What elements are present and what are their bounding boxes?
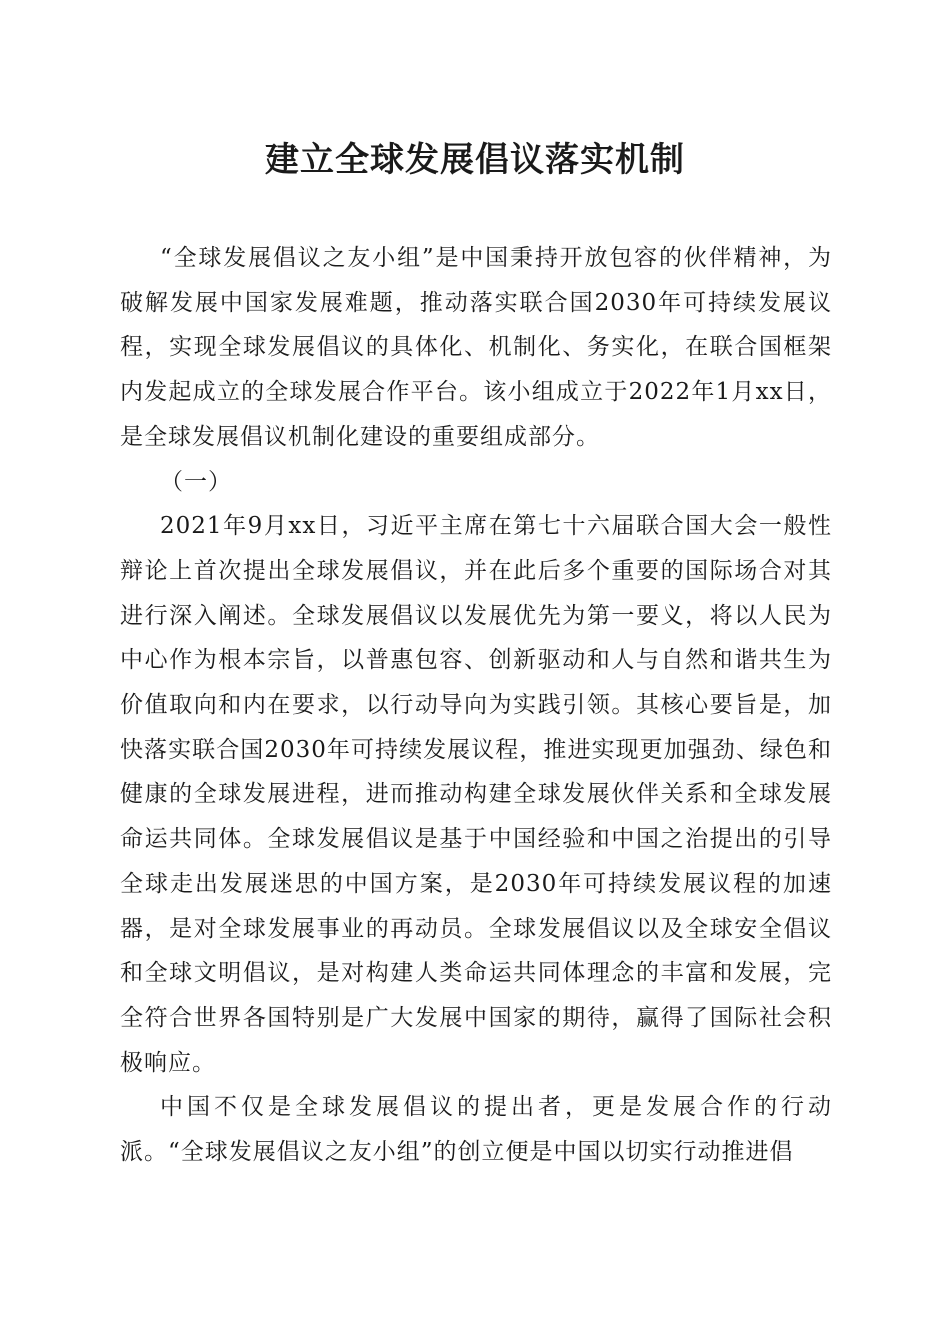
paragraph-initiative: 2021年9月xx日，习近平主席在第七十六届联合国大会一般性辩论上首次提出全球发展倡议，并在此后多个重要的国际场合对其进行深入阐述。全球发展倡议以发展优先为第一要义，将以人民为中心作为根本宗旨，以普惠包容、创新驱动和人与自然和谐共生为价值取向和内在要求，以行动导向为实践引领。其核心要旨是，加快落实联合国2030年可持续发展议程，推进实现更加强劲、绿色和健康的全球发展进程，进而推动构建全球发展伙伴关系和全球发展命运共同体。全球发展倡议是基于中国经验和中国之治提出的引导全球走出发展迷思的中国方案，是2030年可持续发展议程的加速器，是对全球发展事业的再动员。全球发展倡议以及全球安全倡议和全球文明倡议，是对构建人类命运共同体理念的丰富和发展，完全符合世界各国特别是广大发展中国家的期待，赢得了国际社会积极响应。 bbox=[120, 513, 832, 1076]
document-title: 建立全球发展倡议落实机制 bbox=[265, 140, 685, 180]
paragraph-action: 中国不仅是全球发展倡议的提出者，更是发展合作的行动派。“全球发展倡议之友小组”的创立便是中国以切实行动推进倡 bbox=[120, 1094, 832, 1166]
section-heading-one: （一） bbox=[160, 468, 232, 495]
paragraph-intro: “全球发展倡议之友小组”是中国秉持开放包容的伙伴精神，为破解发展中国家发展难题，推动落实联合国2030年可持续发展议程，实现全球发展倡议的具体化、机制化、务实化，在联合国框架内发起成立的全球发展合作平台。该小组成立于2022年1月xx日，是全球发展倡议机制化建设的重要组成部分。 bbox=[120, 245, 832, 450]
document-body bbox=[120, 236, 832, 1175]
